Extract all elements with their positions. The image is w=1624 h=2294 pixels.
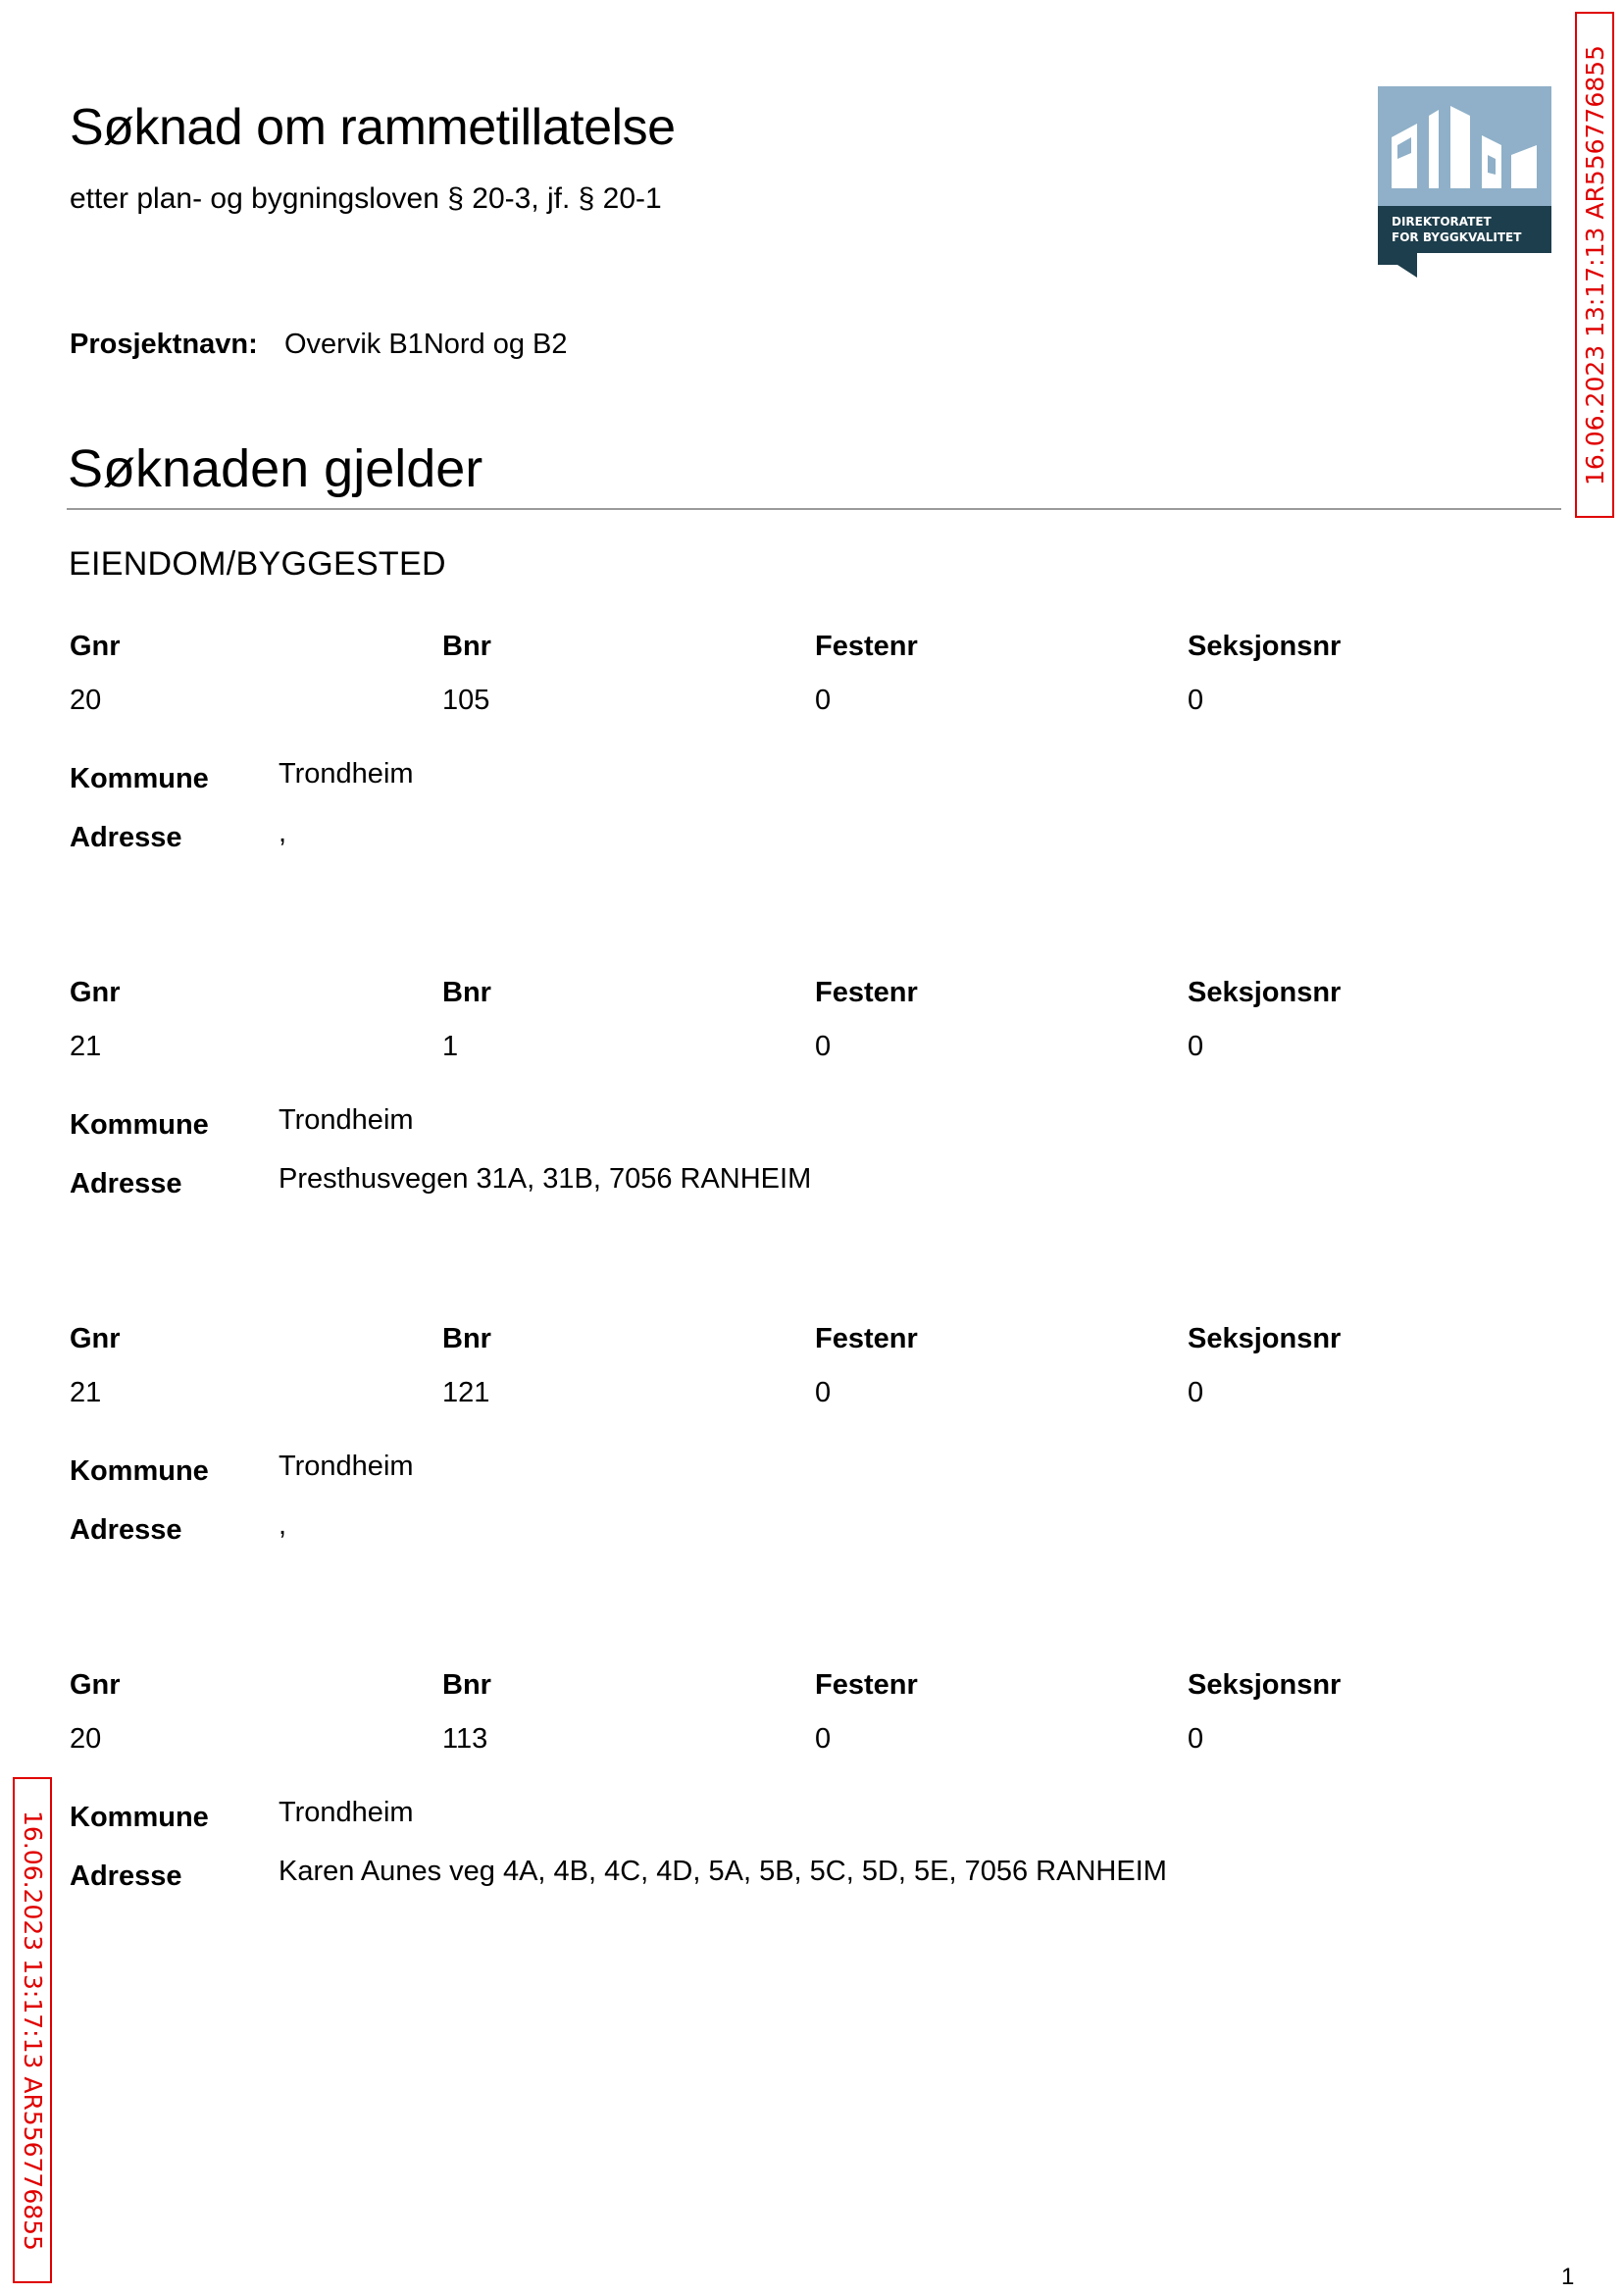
festenr-value: 0 (815, 1377, 832, 1408)
kommune-label: Kommune (70, 1455, 209, 1487)
project-name-row (70, 329, 568, 361)
section-subheading: EIENDOM/BYGGESTED (69, 545, 446, 583)
gnr-value: 20 (70, 1723, 102, 1755)
festenr-value: 0 (815, 685, 832, 716)
kommune-value: Trondheim (279, 1797, 414, 1828)
adresse-label: Adresse (70, 1861, 182, 1892)
seksjonsnr-label: Seksjonsnr (1188, 1669, 1342, 1701)
seksjonsnr-label: Seksjonsnr (1188, 631, 1342, 662)
seksjonsnr-value: 0 (1188, 685, 1204, 716)
gnr-value: 21 (70, 1031, 102, 1062)
property-block (70, 977, 1541, 1232)
adresse-value: , (279, 1509, 287, 1541)
festenr-label: Festenr (815, 977, 918, 1008)
dibk-logo (1378, 86, 1551, 278)
kommune-label: Kommune (70, 1109, 209, 1141)
gnr-value: 21 (70, 1377, 102, 1408)
bnr-value: 113 (442, 1723, 488, 1755)
festenr-label: Festenr (815, 1323, 918, 1354)
seksjonsnr-label: Seksjonsnr (1188, 1323, 1342, 1354)
seksjonsnr-value: 0 (1188, 1031, 1204, 1062)
document-subtitle: etter plan- og bygningsloven § 20-3, jf. § 20-1 (70, 182, 662, 215)
document-title: Søknad om rammetillatelse (70, 99, 676, 156)
section-divider (67, 508, 1561, 510)
date-stamp-bottom (13, 1777, 52, 2283)
kommune-label: Kommune (70, 763, 209, 794)
svg-text:FOR BYGGKVALITET: FOR BYGGKVALITET (1392, 230, 1522, 244)
kommune-value: Trondheim (279, 758, 414, 790)
bnr-label: Bnr (442, 1669, 491, 1701)
adresse-value: Presthusvegen 31A, 31B, 7056 RANHEIM (279, 1163, 812, 1195)
gnr-value: 20 (70, 685, 102, 716)
property-block (70, 1323, 1541, 1578)
svg-text:DIREKTORATET: DIREKTORATET (1392, 215, 1492, 229)
gnr-label: Gnr (70, 631, 121, 662)
adresse-label: Adresse (70, 1514, 182, 1546)
bnr-label: Bnr (442, 977, 491, 1008)
festenr-value: 0 (815, 1031, 832, 1062)
festenr-label: Festenr (815, 1669, 918, 1701)
gnr-label: Gnr (70, 1323, 121, 1354)
property-block (70, 631, 1541, 886)
kommune-label: Kommune (70, 1802, 209, 1833)
festenr-value: 0 (815, 1723, 832, 1755)
adresse-value: , (279, 817, 287, 848)
gnr-label: Gnr (70, 977, 121, 1008)
project-name-value: Overvik B1Nord og B2 (284, 329, 568, 360)
adresse-label: Adresse (70, 822, 182, 853)
festenr-label: Festenr (815, 631, 918, 662)
date-stamp-text: 16.06.2023 13:17:13 AR556776855 (1580, 44, 1609, 485)
bnr-value: 105 (442, 685, 490, 716)
bnr-value: 1 (442, 1031, 459, 1062)
adresse-value: Karen Aunes veg 4A, 4B, 4C, 4D, 5A, 5B, 5C, 5D, 5E, 7056 RANHEIM (279, 1856, 1167, 1887)
gnr-label: Gnr (70, 1669, 121, 1701)
seksjonsnr-label: Seksjonsnr (1188, 977, 1342, 1008)
property-block (70, 1669, 1541, 1924)
date-stamp-text: 16.06.2023 13:17:13 AR556776855 (18, 1810, 47, 2251)
date-stamp-top (1575, 12, 1614, 518)
bnr-label: Bnr (442, 631, 491, 662)
bnr-value: 121 (442, 1377, 490, 1408)
seksjonsnr-value: 0 (1188, 1377, 1204, 1408)
kommune-value: Trondheim (279, 1104, 414, 1136)
page-number: 1 (1561, 2264, 1575, 2290)
adresse-label: Adresse (70, 1168, 182, 1199)
seksjonsnr-value: 0 (1188, 1723, 1204, 1755)
kommune-value: Trondheim (279, 1451, 414, 1482)
bnr-label: Bnr (442, 1323, 491, 1354)
project-name-label: Prosjektnavn: (70, 329, 258, 360)
section-heading: Søknaden gjelder (68, 439, 483, 498)
